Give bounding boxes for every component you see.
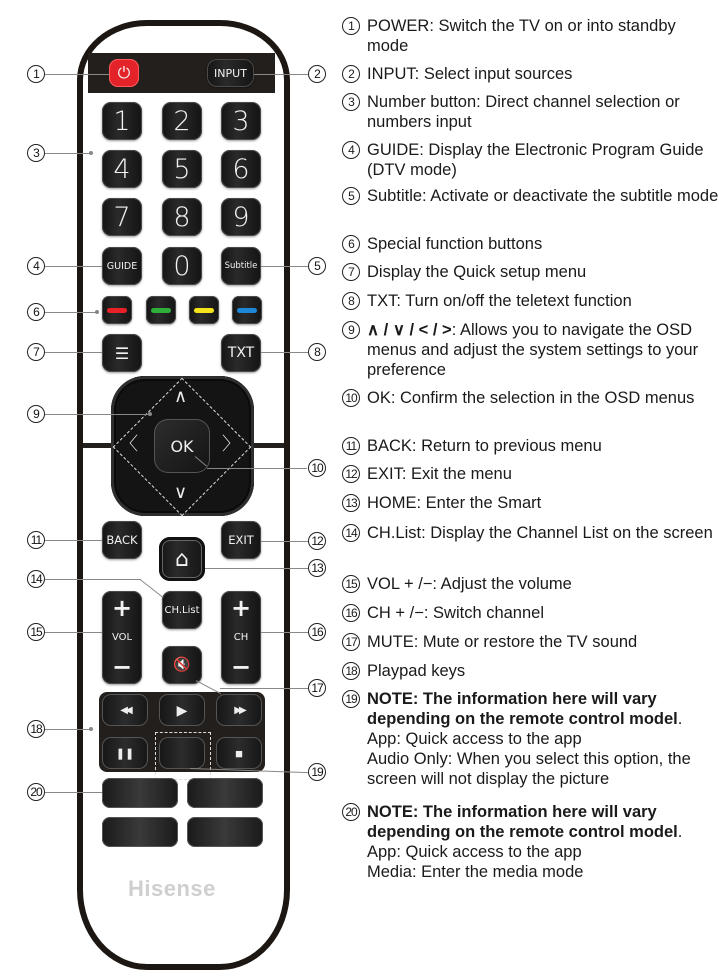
- power-icon: ⏻: [117, 63, 131, 82]
- legend-subline: App: Quick access to the app: [367, 730, 582, 748]
- home-button[interactable]: [159, 537, 205, 581]
- callout-7: 7: [27, 343, 45, 361]
- channel-list-button[interactable]: [162, 591, 202, 629]
- legend-number: 6: [342, 235, 360, 253]
- legend-text: TXT: Turn on/off the teletext function: [367, 292, 632, 310]
- legend-text: Number button: Direct channel selection or numbers input: [367, 93, 680, 131]
- leader-dot-6: [95, 310, 99, 314]
- back-button[interactable]: [102, 521, 142, 559]
- legend-item-18: [342, 661, 719, 681]
- legend-item-17: [342, 632, 719, 652]
- legend-number: 13: [342, 494, 360, 512]
- callout-10: 10: [308, 459, 326, 477]
- number-label: 4: [113, 153, 131, 185]
- legend-subline: Media: Enter the media mode: [367, 863, 584, 881]
- chevron-down-icon: ∨: [174, 482, 188, 503]
- legend-number: 16: [342, 604, 360, 622]
- legend-number: 15: [342, 575, 360, 593]
- remote-side-band-left: [83, 443, 113, 448]
- mute-icon: 🔇: [173, 657, 191, 673]
- leader-dot-9: [148, 412, 152, 416]
- stop-button[interactable]: [216, 737, 262, 769]
- legend-item-11: [342, 436, 719, 456]
- number-button-2[interactable]: [162, 102, 202, 140]
- legend-text: VOL + /−: Adjust the volume: [367, 575, 572, 593]
- leader-line-8: [261, 352, 308, 353]
- subtitle-button[interactable]: [221, 247, 261, 285]
- legend-number: 19: [342, 690, 360, 708]
- legend-item-14: [342, 523, 719, 543]
- model-note: NOTE: The information here will vary depending on the remote control model: [367, 690, 678, 728]
- shortcut-button-3[interactable]: [102, 817, 178, 847]
- number-button-8[interactable]: [162, 198, 202, 236]
- callout-4: 4: [27, 257, 45, 275]
- leader-dot-3: [89, 151, 93, 155]
- legend-number: 11: [342, 437, 360, 455]
- play-button[interactable]: [159, 694, 205, 726]
- legend-text: [367, 320, 719, 380]
- number-label: 1: [113, 105, 131, 137]
- channel-up-button[interactable]: +: [230, 594, 252, 622]
- guide-label: GUIDE: [106, 260, 138, 272]
- legend-item-16: [342, 603, 719, 623]
- callout-11: 11: [27, 531, 45, 549]
- callout-2: 2: [308, 65, 326, 83]
- guide-button[interactable]: [102, 247, 142, 285]
- legend-subline: App: Quick access to the app: [367, 843, 582, 861]
- channel-rocker[interactable]: [221, 591, 261, 684]
- legend-item-3: [342, 92, 719, 132]
- yellow-bar-icon: [194, 308, 214, 313]
- legend-number: 1: [342, 17, 360, 35]
- leader-line-11: [45, 540, 102, 541]
- yellow-key-button[interactable]: [189, 296, 219, 324]
- legend-item-7: [342, 262, 719, 282]
- legend-text: NOTE: The information here will vary depending on the remote control model.: [367, 803, 683, 841]
- callout-15: 15: [27, 623, 45, 641]
- stop-icon: ■: [235, 745, 243, 761]
- power-button[interactable]: [109, 59, 139, 87]
- number-label: 8: [173, 201, 191, 233]
- number-button-1[interactable]: [102, 102, 142, 140]
- number-button-7[interactable]: [102, 198, 142, 236]
- number-button-0[interactable]: [162, 247, 202, 285]
- leader-line-14a: [45, 579, 141, 580]
- leader-line-15: [45, 632, 102, 633]
- callout-16: 16: [308, 623, 326, 641]
- input-button[interactable]: [207, 59, 254, 87]
- input-label: INPUT: [214, 66, 247, 80]
- number-button-6[interactable]: [221, 150, 261, 188]
- callout-1: 1: [27, 65, 45, 83]
- nav-keys-label: ∧ / ∨ / < / >: [367, 321, 452, 339]
- legend-item-12: [342, 464, 719, 484]
- volume-up-button[interactable]: +: [111, 594, 133, 622]
- volume-label: VOL: [111, 632, 133, 643]
- number-label: 2: [173, 105, 191, 137]
- app-key-button[interactable]: [159, 737, 205, 769]
- legend-number: 18: [342, 662, 360, 680]
- legend-item-20: [342, 802, 719, 882]
- ok-label: OK: [170, 436, 194, 456]
- legend-item-1: [342, 16, 719, 56]
- legend-number: 10: [342, 389, 360, 407]
- legend-number: 12: [342, 465, 360, 483]
- legend-text: POWER: Switch the TV on or into standby mode: [367, 17, 676, 55]
- txt-label: TXT: [227, 345, 255, 361]
- number-label: 3: [232, 105, 250, 137]
- legend-subline: Audio Only: When you select this option, the screen will not display the picture: [367, 750, 691, 788]
- callout-8: 8: [308, 343, 326, 361]
- legend-text: HOME: Enter the Smart: [367, 494, 542, 512]
- legend-item-15: [342, 574, 719, 594]
- leader-line-20: [45, 792, 102, 793]
- legend-text: Display the Quick setup menu: [367, 263, 587, 281]
- number-label: 7: [113, 201, 131, 233]
- remote-side-band-right: [252, 443, 284, 448]
- subtitle-label: Subtitle: [224, 261, 258, 271]
- legend-text: GUIDE: Display the Electronic Program Guide (DTV mode): [367, 141, 704, 179]
- channel-list-label: CH.List: [164, 604, 200, 616]
- legend-item-10: [342, 388, 719, 408]
- number-label: 5: [173, 153, 191, 185]
- legend-text: INPUT: Select input sources: [367, 65, 573, 83]
- channel-label: CH: [233, 632, 249, 643]
- nav-down-button[interactable]: [174, 484, 187, 502]
- legend-item-5: [342, 186, 719, 206]
- play-icon: ▶: [176, 701, 188, 718]
- model-note: NOTE: The information here will vary depending on the remote control model: [367, 803, 678, 841]
- legend-item-19: [342, 689, 719, 789]
- volume-rocker[interactable]: [102, 591, 142, 684]
- number-button-3[interactable]: [221, 102, 261, 140]
- shortcut-button-2[interactable]: [187, 778, 263, 808]
- legend-number: 14: [342, 524, 360, 542]
- legend-number: 9: [342, 321, 360, 339]
- leader-line-6: [45, 312, 97, 313]
- red-key-button[interactable]: [102, 296, 132, 324]
- chevron-right-icon: 〉: [222, 434, 240, 455]
- legend-text: Subtitle: Activate or deactivate the subtitle mode: [367, 187, 719, 205]
- legend-text: CH.List: Display the Channel List on the screen: [367, 524, 713, 542]
- callout-6: 6: [27, 303, 45, 321]
- callout-3: 3: [27, 144, 45, 162]
- callout-5: 5: [308, 257, 326, 275]
- legend-number: 17: [342, 633, 360, 651]
- legend-number: 8: [342, 292, 360, 310]
- leader-line-10b: [207, 468, 307, 469]
- quick-menu-button[interactable]: [102, 334, 142, 372]
- callout-17: 17: [308, 679, 326, 697]
- legend-number: 4: [342, 141, 360, 159]
- legend-number: 7: [342, 263, 360, 281]
- legend-item-8: [342, 291, 719, 311]
- leader-line-4: [45, 266, 102, 267]
- leader-line-3: [45, 153, 91, 154]
- nav-right-button[interactable]: [222, 436, 240, 454]
- green-bar-icon: [151, 308, 171, 313]
- number-button-4[interactable]: [102, 150, 142, 188]
- legend-item-6: [342, 234, 719, 254]
- legend-text: NOTE: The information here will vary depending on the remote control model.: [367, 690, 683, 728]
- fast-forward-icon: ▶▶: [234, 704, 244, 716]
- legend-text: Special function buttons: [367, 235, 543, 253]
- brand-logo: Hisense: [128, 876, 216, 901]
- legend-item-13: [342, 493, 719, 513]
- leader-line-13: [205, 568, 308, 569]
- green-key-button[interactable]: [146, 296, 176, 324]
- leader-line-7: [45, 352, 102, 353]
- legend-text: EXIT: Exit the menu: [367, 465, 512, 483]
- leader-line-1: [45, 74, 109, 75]
- number-button-9[interactable]: [221, 198, 261, 236]
- number-label: 6: [232, 153, 250, 185]
- channel-down-button[interactable]: −: [230, 653, 252, 681]
- leader-line-2: [254, 74, 308, 75]
- txt-button[interactable]: [221, 334, 261, 372]
- legend-number: 3: [342, 93, 360, 111]
- callout-19: 19: [308, 763, 326, 781]
- blue-bar-icon: [237, 308, 257, 313]
- rewind-button[interactable]: [102, 694, 148, 726]
- callout-9: 9: [27, 405, 45, 423]
- leader-line-18: [45, 729, 91, 730]
- callout-13: 13: [308, 559, 326, 577]
- exit-label: EXIT: [228, 533, 254, 547]
- leader-dot-18: [89, 727, 93, 731]
- chevron-up-icon: ∧: [174, 386, 188, 407]
- legend-text: OK: Confirm the selection in the OSD menus: [367, 389, 695, 407]
- leader-line-9: [45, 414, 150, 415]
- rewind-icon: ◀◀: [120, 704, 130, 716]
- legend-text: CH + /−: Switch channel: [367, 604, 545, 622]
- mute-button[interactable]: [162, 646, 202, 684]
- leader-line-17b: [220, 688, 308, 689]
- callout-12: 12: [308, 532, 326, 550]
- home-icon: ⌂: [175, 546, 189, 572]
- nav-up-button[interactable]: [174, 388, 187, 406]
- red-bar-icon: [107, 308, 127, 313]
- leader-line-16: [261, 632, 308, 633]
- legend-text-rest: : Allows you to navigate the OSD menus and adjust the system settings to your preference: [367, 321, 699, 379]
- number-label: 0: [173, 250, 191, 282]
- legend-text: BACK: Return to previous menu: [367, 437, 602, 455]
- shortcut-button-4[interactable]: [187, 817, 263, 847]
- number-button-5[interactable]: [162, 150, 202, 188]
- menu-list-icon: ☰: [114, 343, 130, 363]
- ok-button[interactable]: [154, 419, 210, 473]
- fast-forward-button[interactable]: [216, 694, 262, 726]
- legend-text: MUTE: Mute or restore the TV sound: [367, 633, 638, 651]
- callout-18: 18: [27, 720, 45, 738]
- back-label: BACK: [106, 533, 138, 547]
- legend-number: 5: [342, 187, 360, 205]
- legend-item-9: [342, 320, 719, 380]
- leader-line-5: [261, 266, 308, 267]
- exit-button[interactable]: [221, 521, 261, 559]
- leader-line-12: [261, 541, 308, 542]
- legend-item-4: [342, 140, 719, 180]
- legend-item-2: [342, 64, 719, 84]
- callout-20: 20: [27, 783, 45, 801]
- chevron-left-icon: 〈: [120, 434, 138, 455]
- legend-number: 20: [342, 803, 360, 821]
- pause-icon: ❚❚: [115, 747, 135, 760]
- volume-down-button[interactable]: −: [111, 653, 133, 681]
- blue-key-button[interactable]: [232, 296, 262, 324]
- legend-text: Playpad keys: [367, 662, 466, 680]
- legend-number: 2: [342, 65, 360, 83]
- number-label: 9: [232, 201, 250, 233]
- nav-left-button[interactable]: [120, 436, 138, 454]
- callout-14: 14: [27, 570, 45, 588]
- shortcut-button-1[interactable]: [102, 778, 178, 808]
- pause-button[interactable]: [102, 737, 148, 769]
